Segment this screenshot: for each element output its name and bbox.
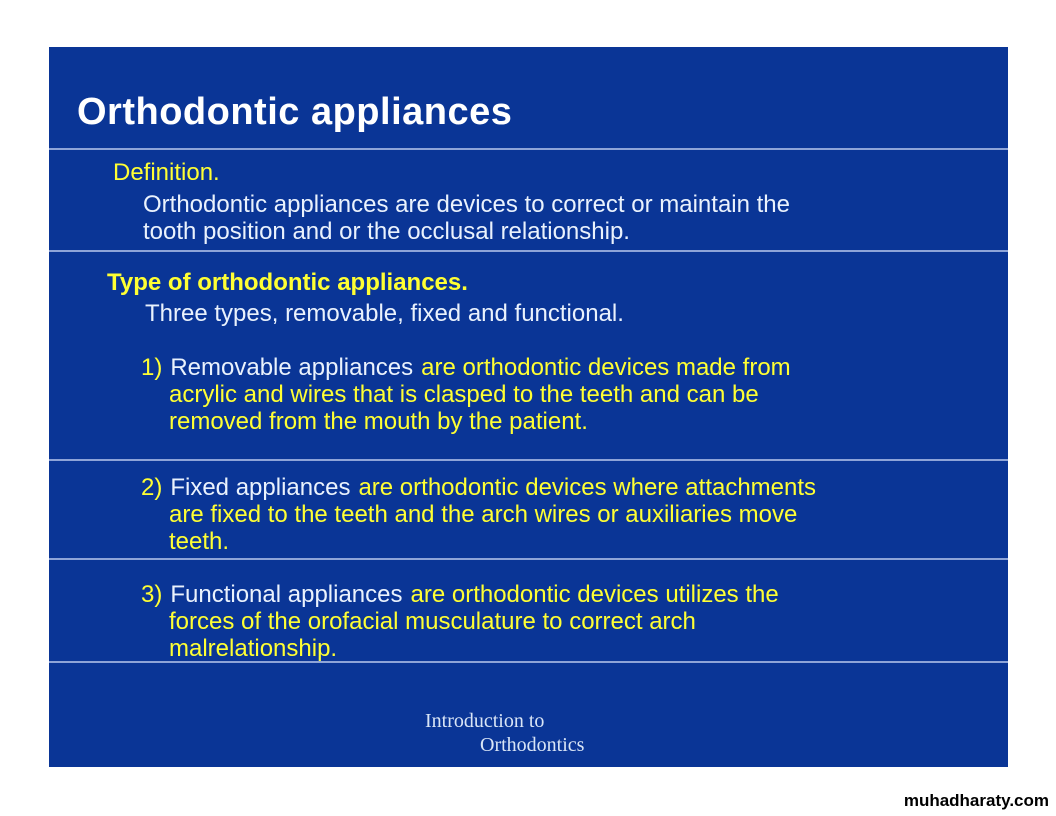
presentation-slide [49,47,1008,767]
slide-title: Orthodontic appliances [77,91,513,133]
appliance-desc-line: are fixed to the teeth and the arch wires or auxiliaries move [169,501,798,528]
appliance-desc: are orthodontic devices where attachments [358,474,817,501]
definition-section [49,150,1008,252]
title-band [49,47,1008,150]
appliance-desc-line: teeth. [169,528,230,555]
appliance-name: Fixed appliances [170,474,351,501]
watermark-text: muhadharaty.com [903,791,1049,810]
appliance-desc-line: acrylic and wires that is clasped to the teeth and can be [169,381,759,408]
types-intro: Three types, removable, fixed and functional. [145,300,624,327]
types-section [49,252,1008,461]
footer-course-line2: Orthodontics [480,734,585,756]
appliance-name: Removable appliances [170,354,414,381]
appliance-item-functional [49,581,1008,662]
appliance-desc-line: removed from the mouth by the patient. [169,408,588,435]
definition-heading: Definition. [113,159,220,186]
item-first-line [141,581,1008,608]
functional-section [49,560,1008,663]
appliance-desc: are orthodontic devices utilizes the [410,581,779,608]
footer-band [49,663,1008,767]
definition-line: tooth position and or the occlusal relationship. [143,218,630,245]
appliance-name: Functional appliances [170,581,403,608]
definition-line: Orthodontic appliances are devices to correct or maintain the [143,191,791,218]
item-first-line [141,354,1008,381]
appliance-desc: are orthodontic devices made from [421,354,791,381]
types-heading: Type of orthodontic appliances. [107,269,468,296]
fixed-section [49,461,1008,560]
appliance-desc-line: malrelationship. [169,635,338,662]
item-number: 3) [141,581,163,608]
item-first-line [141,474,1008,501]
item-number: 1) [141,354,163,381]
appliance-item-fixed [49,474,1008,555]
definition-body [143,191,1008,245]
appliance-item-removable [49,354,1008,435]
footer-course-line1: Introduction to [425,710,545,732]
appliance-desc-line: forces of the orofacial musculature to correct arch [169,608,696,635]
item-number: 2) [141,474,163,501]
